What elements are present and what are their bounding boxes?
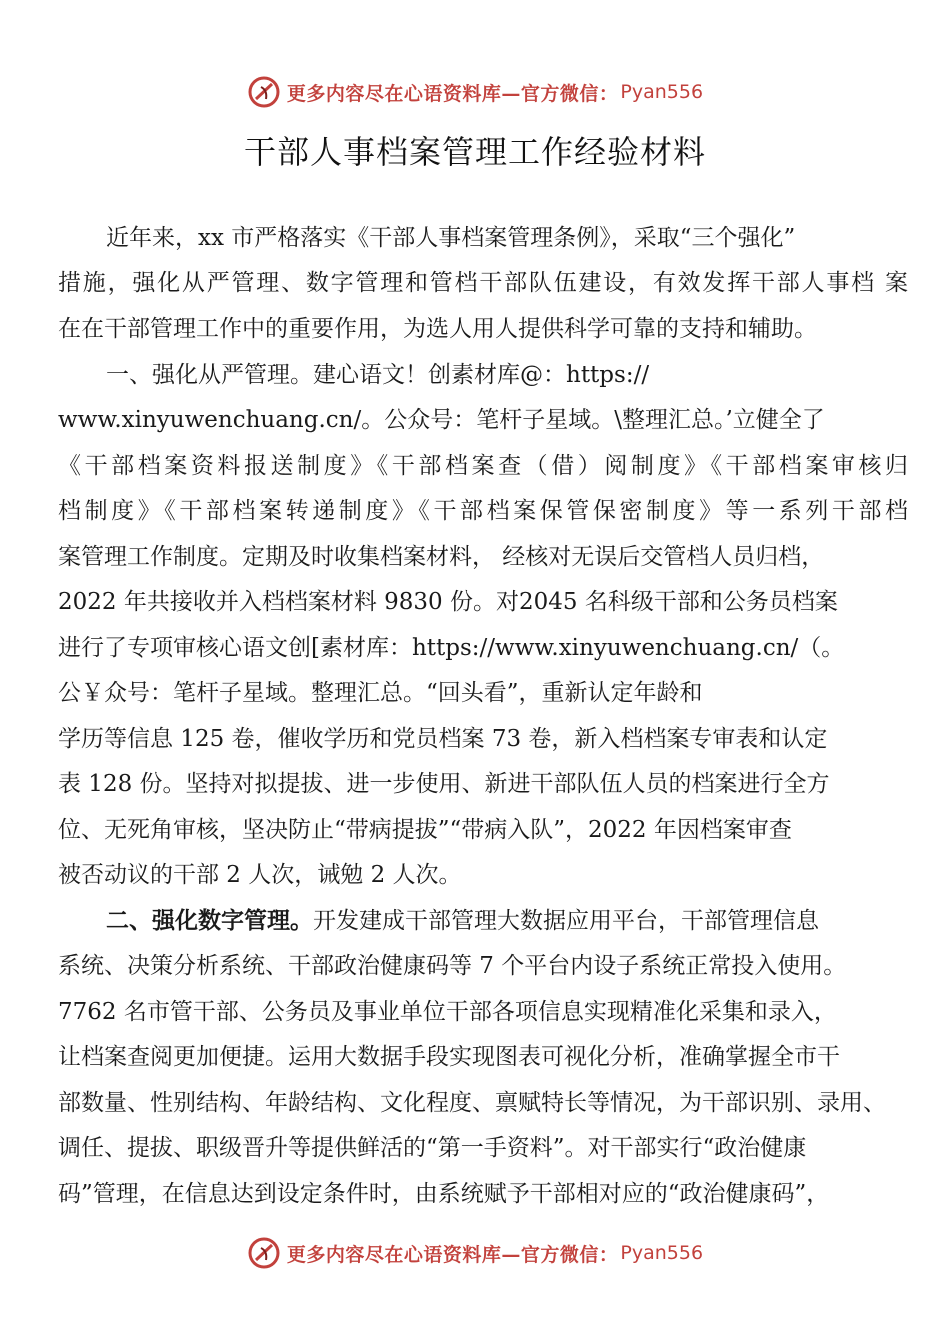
paragraph-line: 学历等信息 125 卷，催收学历和党员档案 73 卷，新入档档案专审表和认定 <box>58 726 828 752</box>
paragraph-line: www.xinyuwenchuang.cn/。公众号：笔杆子星域。\整理汇总。’立健全了 <box>58 407 825 433</box>
paragraph-line: 档制度》《干部档案转递制度》《干部档案保管保密制度》等一系列干部档 <box>58 498 908 524</box>
section-heading-line <box>106 905 908 937</box>
banner-wechat-id: Pyan556 <box>620 1242 704 1264</box>
paragraph-line: 部数量、性别结构、年龄结构、文化程度、禀赋特长等情况，为干部识别、录用、 <box>58 1090 886 1116</box>
paragraph-line: 措施，强化从严管理、数字管理和管档干部队伍建设，有效发挥干部人事档 案 <box>58 270 908 296</box>
banner-text: 更多内容尽在心语资料库—官方微信： <box>286 82 619 105</box>
paragraph-line: 《干部档案资料报送制度》《干部档案查（借）阅制度》《干部档案审核归 <box>58 453 908 479</box>
paragraph-line: 表 128 份。坚持对拟提拔、进一步使用、新进干部队伍人员的档案进行全方 <box>58 771 830 797</box>
paragraph-line: 2022 年共接收并入档档案材料 9830 份。对2045 名科级干部和公务员档案 <box>58 589 838 615</box>
header-watermark-banner <box>0 72 950 112</box>
banner-wechat-id: Pyan556 <box>620 81 704 103</box>
footer-watermark-banner <box>0 1233 950 1273</box>
paragraph-line: 被否动议的干部 2 人次，诫勉 2 人次。 <box>58 862 462 888</box>
document-title: 干部人事档案管理工作经验材料 <box>243 133 706 171</box>
logo-icon <box>247 75 281 109</box>
paragraph-line: 码”管理，在信息达到设定条件时，由系统赋予干部相对应的“政治健康码”， <box>58 1181 830 1207</box>
paragraph-line: 案管理工作制度。定期及时收集档案材料， 经核对无误后交管档人员归档， <box>58 544 825 570</box>
paragraph-line: 系统、决策分析系统、干部政治健康码等 7 个平台内设子系统正常投入使用。 <box>58 953 847 979</box>
section-heading-line: 一、强化从严管理。建心语文！创素材库@：https:// <box>106 362 650 388</box>
logo-icon <box>247 1236 281 1270</box>
paragraph-line: 让档案查阅更加便捷。运用大数据手段实现图表可视化分析，准确掌握全市干 <box>58 1044 840 1070</box>
paragraph-line: 7762 名市管干部、公务员及事业单位干部各项信息实现精准化采集和录入， <box>58 999 837 1025</box>
paragraph-line: 近年来，xx 市严格落实《干部人事档案管理条例》，采取“三个强化” <box>106 225 796 251</box>
banner-text: 更多内容尽在心语资料库—官方微信： <box>286 1243 619 1266</box>
paragraph-line: 调任、提拔、职级晋升等提供鲜活的“第一手资料”。对干部实行“政治健康 <box>58 1135 807 1161</box>
paragraph-line: 位、无死角审核，坚决防止“带病提拔”“带病入队”，2022 年因档案审查 <box>58 817 792 843</box>
section-heading: 二、强化数字管理。 <box>106 907 313 934</box>
paragraph-line: 在在干部管理工作中的重要作用，为选人用人提供科学可靠的支持和辅助。 <box>58 316 817 342</box>
paragraph-line: 公￥众号：笔杆子星域。整理汇总。“回头看”，重新认定年龄和 <box>58 680 703 706</box>
paragraph-text: 开发建成干部管理大数据应用平台，干部管理信息 <box>313 908 819 934</box>
paragraph-line: 进行了专项审核心语文创[素材库：https://www.xinyuwenchuang.cn/（。 <box>58 635 845 661</box>
